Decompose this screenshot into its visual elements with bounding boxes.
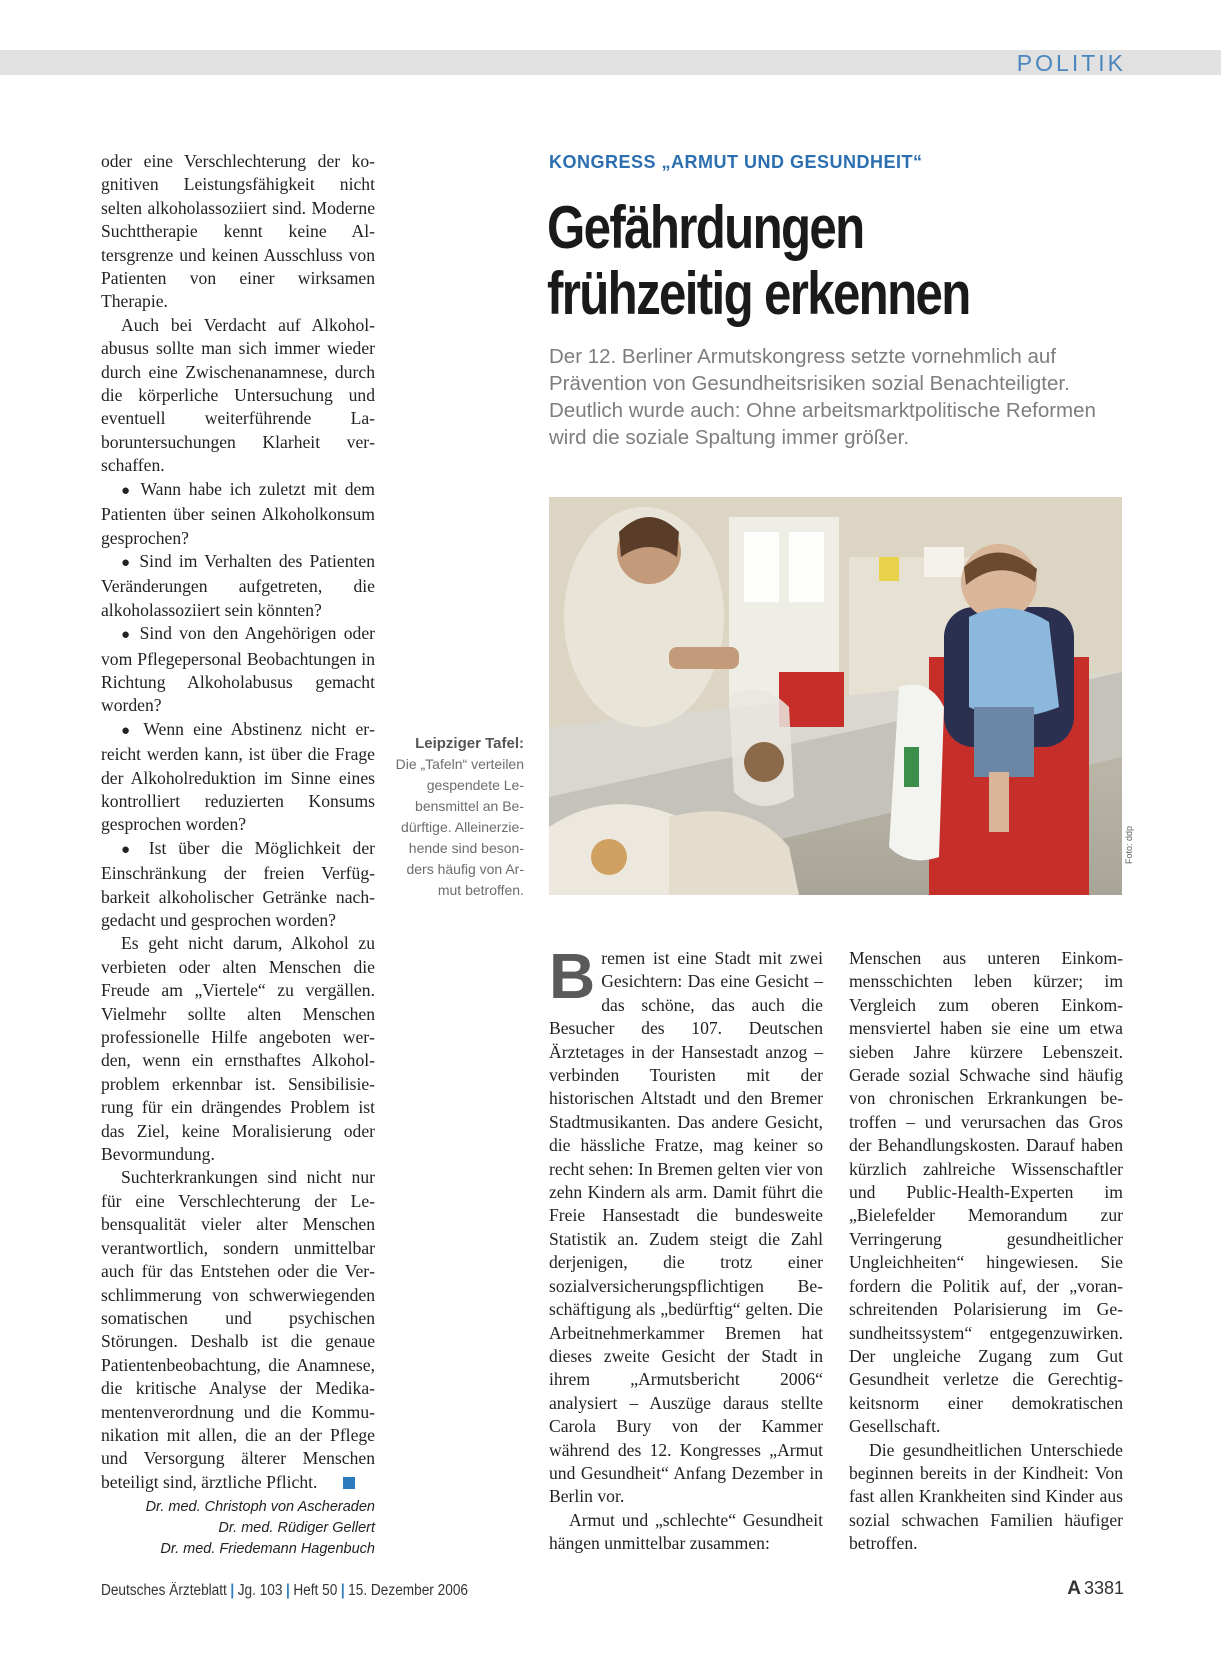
journal-date: 15. Dezember 2006 (348, 1582, 468, 1599)
article-lead: Der 12. Berliner Armutskongress setzte vornehmlich auf Prävention von Gesundheitsrisiken sozial Benachteiligter. Deutlich wurde auch: Ohne arbeitsmarktpolitische Reformen wird die soziale Spaltung immer größer. (549, 345, 1096, 449)
mid-paragraph-text: remen ist eine Stadt mit zwei Gesichtern: Das eine Gesicht – das schöne, das auch die Besucher des 107. Deutschen Ärztetages in der Hansestadt anzog – verbinden Touristen mit der historischen Altstadt und den Bremer Stadtmusikanten. Das andere Gesicht, die hässliche Fratze, mag keiner so recht sehen: In Bremen gelten vier von zehn Kindern als arm. Damit führt die Freie Hansestadt die bundesweite Statistik an. Zudem steigt die Zahl derjenigen, die trotz einer sozialversicherungspflichtigen Beschäftigung als „bedürftig“ gelten. Die Arbeitnehmerkammer Bremen hat dieses zweite Gesicht der Stadt in ihrem „Armutsbericht 2006“ analysiert – Auszüge daraus stellte Carola Bury von der Kammer während des 12. Kongresses „Armut und Gesundheit“ Anfang Dezember in Berlin vor. (549, 948, 823, 1507)
article-kicker: KONGRESS „ARMUT UND GESUNDHEIT“ (549, 152, 923, 172)
separator: | (285, 1582, 290, 1599)
photo-credit: Foto: ddp (1124, 825, 1134, 864)
section-label: POLITIK (1016, 50, 1126, 76)
separator: | (230, 1582, 235, 1599)
article-photo (549, 497, 1122, 895)
article-headline (547, 195, 1055, 327)
left-paragraph: Es geht nicht darum, Alkohol zu verbieten oder alten Menschen die Freude am „Viertele“ zu vergällen. Vielmehr sollte alten Menschen professionelle Hilfe angeboten werden, wenn ein ernsthaftes Alkoholproblem erkennbar ist. Sensibilisierung für ein drängendes Problem ist das Ziel, keine Moralisierung oder Bevormundung. (101, 933, 375, 1165)
bullet-item: ● Ist über die Möglichkeit der Einschränkung der freien Verfügbarkeit alkoholischer Getränke nachgedacht und gesprochen worden? (101, 837, 375, 933)
headline-line: Gefährdungen (547, 194, 864, 261)
drop-cap: B (549, 940, 596, 1012)
middle-column (549, 940, 823, 1556)
author-name: Dr. med. Rüdiger Gellert (218, 1520, 375, 1536)
bullet-item: ● Wann habe ich zuletzt mit dem Patienten über seinen Alkoholkonsum gesprochen? (101, 478, 375, 550)
journal-name: Deutsches Ärzteblatt (101, 1582, 227, 1599)
author-name: Dr. med. Friedemann Hagenbuch (160, 1541, 375, 1557)
mid-paragraph: Armut und „schlechte“ Gesundheit hängen unmittelbar zusammen: (549, 1509, 823, 1554)
left-column (101, 150, 375, 1494)
right-column (849, 947, 1123, 1556)
bullet-item: ● Wenn eine Abstinenz nicht erreicht werden kann, ist über die Frage der Alkoholreduktion im Sinne eines kontrolliert reduzierten Konsums gesprochen worden? (101, 718, 375, 837)
author-name: Dr. med. Christoph von Ascheraden (145, 1499, 375, 1515)
journal-volume: Jg. 103 (237, 1582, 283, 1599)
page-number-value: 3381 (1083, 1578, 1124, 1598)
photo-illustration (549, 497, 1122, 895)
left-paragraph: oder eine Verschlechterung der kognitiven Leistungsfähigkeit nicht selten alkoholassoziiert sind. Moderne Suchttherapie kennt keine Altersgrenze und keinen Ausschluss von Patienten von einer wirksamen Therapie. (101, 151, 375, 312)
left-paragraph: Auch bei Verdacht auf Alkoholabusus sollte man sich immer wieder durch eine Zwischenanamnese, durch die körperliche Untersuchung und eventuell weiterführende Laboruntersuchungen Klarheit verschaffen. (101, 314, 375, 476)
left-paragraph-text: Suchterkrankungen sind nicht nur für eine Verschlechterung der Lebensqualität vieler alter Menschen verantwortlich, sondern unmittelbar auch für das Entstehen oder die Verschlimmerung von schwerwiegenden somatischen und psychischen Störungen. Deshalb ist die genaue Patientenbeobachtung, die Anamnese, die kritische Analyse der Medikamentenverordnung und die Kommunikation mit allen, die an der Pflege und Versorgung älterer Menschen beteiligt sind, ärztliche Pflicht. (101, 1167, 375, 1492)
mid-paragraph (549, 940, 823, 1509)
journal-issue: Heft 50 (293, 1582, 338, 1599)
caption-text: Die „Tafeln“ verteilen gespendete Lebensmittel an Bedürftige. Alleinerziehende sind besonders häufig von Armut betroffen. (395, 756, 524, 898)
authors (146, 1497, 375, 1560)
left-paragraph (101, 1166, 375, 1494)
page-number (1067, 1578, 1124, 1600)
bullet-item: ● Sind im Verhalten des Patienten Veränderungen aufgetreten, die alkoholassoziiert sein könnten? (101, 550, 375, 622)
headline-line: frühzeitig erkennen (547, 260, 970, 327)
right-paragraph: Menschen aus unteren Einkommensschichten leben kürzer; im Vergleich zum oberen Einkommensviertel haben sie eine um etwa sieben Jahre kürzere Lebenszeit. Gerade sozial Schwache sind häufig von chronischen Erkrankungen betroffen – und verursachen das Gros der Behandlungskosten. Darauf haben kürzlich zahlreiche Wissenschaftler und Public-Health-Experten im „Bielefelder Memorandum zur Verringerung gesundheitlicher Ungleichheiten“ hingewiesen. Sie fordern die Politik auf, der „voranschreitenden Polarisierung im Gesundheitssystem“ entgegenzuwirken. Der ungleiche Zugang zum Gut Gesundheit verletze die Gerechtigkeitsnorm einer demokratischen Gesellschaft. (849, 948, 1123, 1437)
separator: | (340, 1582, 345, 1599)
bullet-item: ● Sind von den Angehörigen oder vom Pflegepersonal Beobachtungen in Richtung Alkoholabusus gemacht worden? (101, 622, 375, 718)
end-mark-square-icon (343, 1477, 355, 1489)
caption-title: Leipziger Tafel: (415, 735, 524, 752)
photo-caption (394, 733, 524, 901)
footer-citation (101, 1582, 468, 1600)
right-paragraph: Die gesundheitlichen Unterschiede beginnen bereits in der Kindheit: Von fast allen Krankheiten sind Kinder aus sozial schwachen Familien häufiger betroffen. (849, 1439, 1123, 1554)
page-prefix: A (1067, 1578, 1081, 1599)
